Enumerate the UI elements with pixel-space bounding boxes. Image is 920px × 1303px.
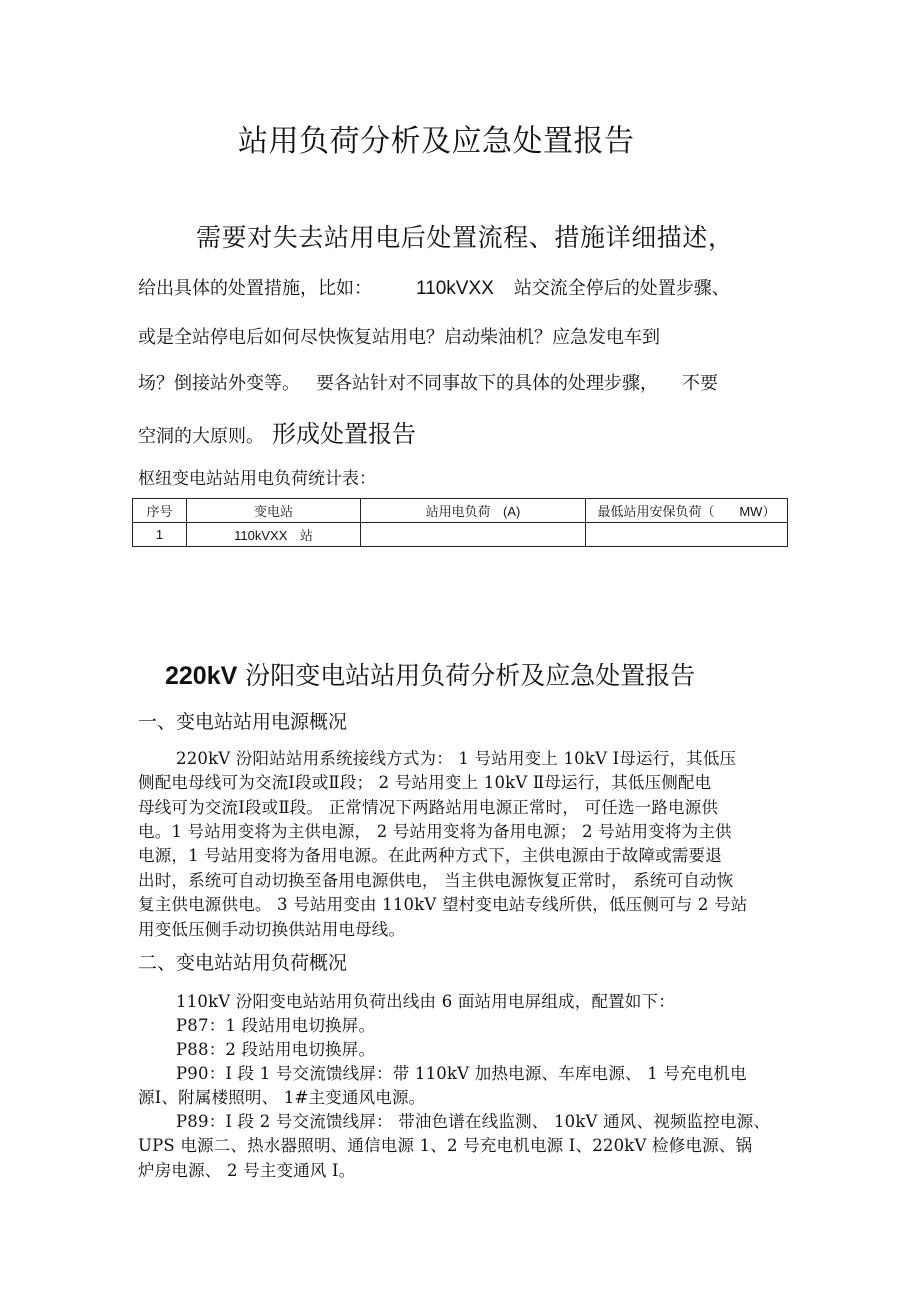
sec2-line-5: 源Ⅰ、附属楼照明、 1#主变通风电源。: [138, 1088, 426, 1107]
report-title: 220kV 汾阳变电站站用负荷分析及应急处置报告: [165, 661, 696, 690]
cell-min-load: [586, 523, 788, 547]
intro-line-4: 空洞的大原则。 形成处置报告: [138, 420, 416, 448]
sec1-line-3: 母线可为交流Ⅰ段或Ⅱ段。 正常情况下两路站用电源正常时， 可任选一路电源供: [138, 798, 719, 817]
sec1-line-5: 电源，1 号站用变将为备用电源。在此两种方式下，主供电源由于故障或需要退: [138, 846, 722, 865]
cell-station-load: [361, 523, 586, 547]
sec2-line-2: P87：1 段站用电切换屏。: [176, 1016, 376, 1035]
sec2-line-8: 炉房电源、 2 号主变通风 Ⅰ。: [138, 1161, 356, 1180]
requirement-heading: 需要对失去站用电后处置流程、措施详细描述，: [196, 223, 734, 252]
intro-line-2: 或是全站停电后如何尽快恢复站用电？启动柴油机？应急发电车到: [138, 327, 660, 348]
load-statistics-table: [132, 498, 788, 547]
sec2-line-1: 110kV 汾阳变电站站用负荷出线由 6 面站用电屏组成，配置如下：: [176, 992, 675, 1011]
sec1-line-7: 复主供电源供电。 3 号站用变由 110kV 望村变电站专线所供，低压侧可与 2 号站: [138, 895, 748, 914]
document-title: 站用负荷分析及应急处置报告: [238, 124, 635, 159]
sec1-line-1: 220kV 汾阳站站用系统接线方式为： 1 号站用变上 10kV Ⅰ母运行，其低压: [176, 749, 737, 768]
sec1-line-4: 电。1 号站用变将为主供电源， 2 号站用变将为备用电源； 2 号站用变将为主供: [138, 822, 732, 841]
sec2-line-7: UPS 电源二、热水器照明、通信电源 1、2 号充电机电源 Ⅰ、220kV 检修电源、锅: [138, 1136, 753, 1155]
intro-line-1: 给出具体的处置措施，比如： 110kVXX 站交流全停后的处置步骤、: [138, 278, 730, 299]
sec2-line-6: P89：Ⅰ 段 2 号交流馈线屏： 带油色谱在线监测、 10kV 通风、视频监控电源、: [176, 1112, 771, 1131]
header-station-load: 站用电负荷 (A): [361, 499, 586, 523]
section-2-heading: 二、变电站站用负荷概况: [138, 952, 348, 974]
sec1-line-2: 侧配电母线可为交流Ⅰ段或Ⅱ段； 2 号站用变上 10kV Ⅱ母运行，其低压侧配电: [138, 773, 712, 792]
header-min-load: 最低站用安保负荷（ MW）: [586, 499, 788, 523]
cell-station: 110kVXX 站: [187, 523, 361, 547]
table-header-row: [133, 499, 788, 523]
sec1-line-6: 出时，系统可自动切换至备用电源供电， 当主供电源恢复正常时， 系统可自动恢: [138, 871, 734, 890]
sec2-line-4: P90：Ⅰ 段 1 号交流馈线屏：带 110kV 加热电源、车库电源、 1 号充电机电: [176, 1064, 747, 1083]
sec1-line-8: 用变低压侧手动切换供站用电母线。: [138, 920, 406, 939]
header-no: 序号: [133, 499, 187, 523]
table-caption: 枢纽变电站站用电负荷统计表：: [138, 469, 376, 489]
sec2-line-3: P88：2 段站用电切换屏。: [176, 1040, 376, 1059]
table-row: [133, 523, 788, 547]
header-station: 变电站: [187, 499, 361, 523]
cell-no: 1: [133, 523, 187, 547]
section-1-heading: 一、变电站站用电源概况: [138, 711, 348, 733]
intro-line-3: 场？倒接站外变等。 要各站针对不同事故下的具体的处理步骤， 不要: [138, 373, 718, 394]
